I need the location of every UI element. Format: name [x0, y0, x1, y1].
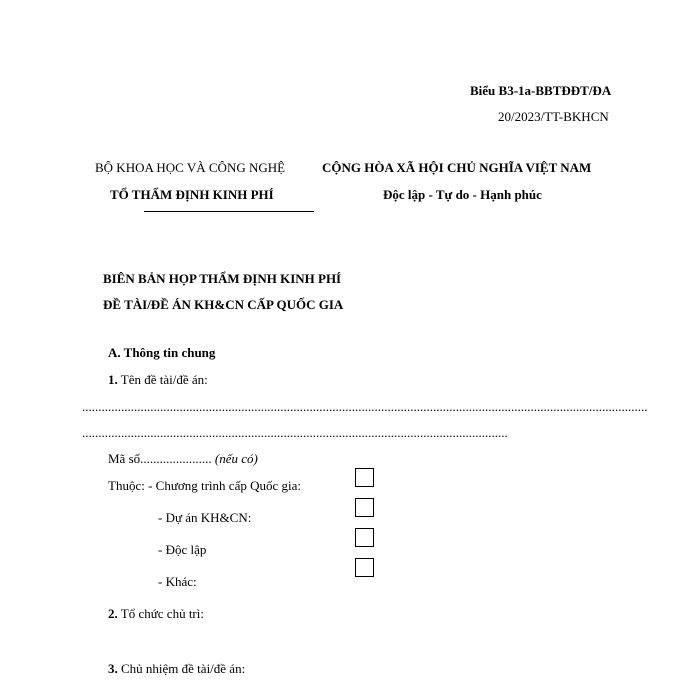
circular-number: 20/2023/TT-BKHCN	[498, 109, 609, 124]
checkbox-independent[interactable]	[355, 528, 374, 547]
document-title-line1: BIÊN BẢN HỌP THẨM ĐỊNH KINH PHÍ	[103, 271, 342, 286]
topic-name-dotted-line-2: ...................................................................................................................................	[82, 425, 508, 440]
code-label: Mã số......................	[108, 451, 212, 466]
code-field	[108, 451, 258, 467]
country-name: CỘNG HÒA XÃ HỘI CHỦ NGHĨA VIỆT NAM	[322, 160, 592, 175]
item-2-text: Tổ chức chủ trì:	[120, 606, 204, 621]
checkbox-national-program[interactable]	[355, 468, 374, 487]
unit-name: TỔ THẨM ĐỊNH KINH PHÍ	[110, 187, 274, 202]
item-2-number: 2.	[108, 606, 118, 621]
belongs-to-label: Thuộc: - Chương trình cấp Quốc gia:	[108, 478, 301, 493]
ministry-name: BỘ KHOA HỌC VÀ CÔNG NGHỆ	[95, 160, 286, 175]
topic-name-dotted-line-1: ..............................................................................................................................................................................	[82, 399, 648, 414]
checkbox-project[interactable]	[355, 498, 374, 517]
option-independent-label: - Độc lập	[158, 542, 207, 557]
item-1-number: 1.	[108, 372, 118, 387]
option-other-label: - Khác:	[158, 574, 197, 589]
item-1-label	[108, 372, 208, 388]
item-3-number: 3.	[108, 661, 118, 676]
code-note: (nếu có)	[214, 451, 258, 466]
header-underline	[144, 211, 314, 212]
checkbox-other[interactable]	[355, 558, 374, 577]
section-a-heading: A. Thông tin chung	[108, 345, 216, 360]
national-motto: Độc lập - Tự do - Hạnh phúc	[383, 187, 542, 202]
item-1-text: Tên đề tài/đề án:	[120, 372, 208, 387]
document-title-line2: ĐỀ TÀI/ĐỀ ÁN KH&CN CẤP QUỐC GIA	[103, 297, 344, 312]
form-code: Biểu B3-1a-BBTĐĐT/ĐA	[470, 83, 612, 98]
item-3-text: Chủ nhiệm đề tài/đề án:	[121, 661, 246, 676]
item-2-label	[108, 606, 204, 622]
option-project-label: - Dự án KH&CN:	[158, 510, 252, 525]
item-3-label	[108, 661, 245, 677]
